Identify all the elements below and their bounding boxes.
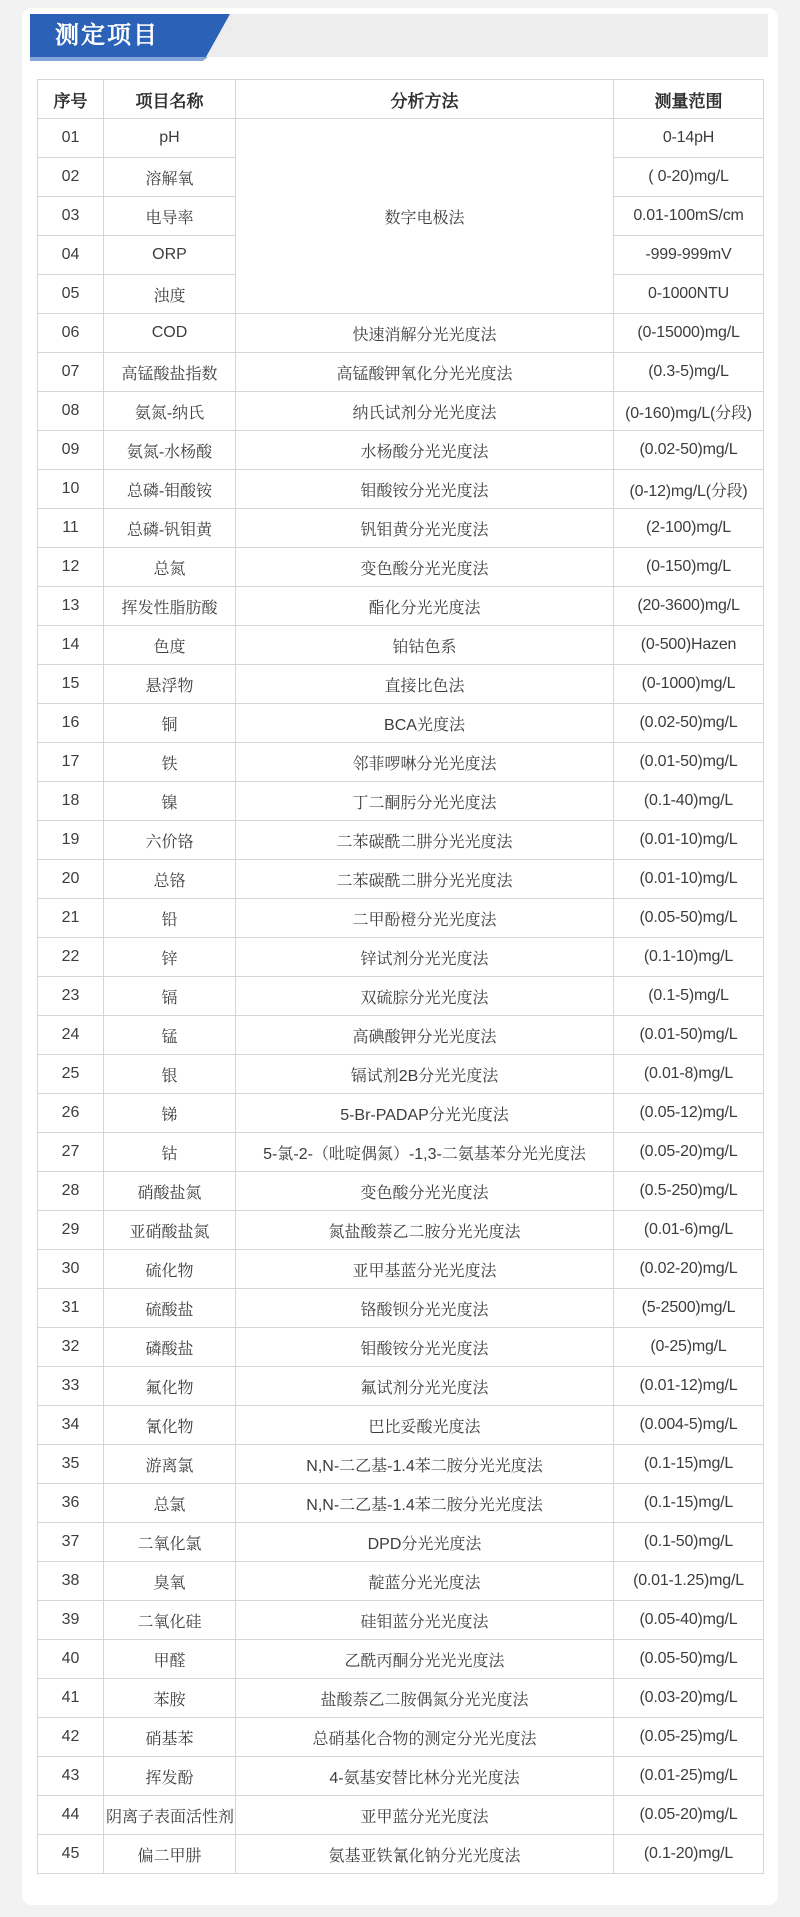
cell-name: 氨氮-纳氏 [104,392,236,431]
cell-name: 铁 [104,743,236,782]
cell-range: (0-12)mg/L(分段) [614,470,764,509]
cell-range: (5-2500)mg/L [614,1289,764,1328]
cell-name: 亚硝酸盐氮 [104,1211,236,1250]
cell-name: 磷酸盐 [104,1328,236,1367]
cell-method: N,N-二乙基-1.4苯二胺分光光度法 [236,1445,614,1484]
cell-method: 铬酸钡分光光度法 [236,1289,614,1328]
cell-name: 挥发酚 [104,1757,236,1796]
cell-range: (0.01-50)mg/L [614,743,764,782]
cell-range: (0.05-20)mg/L [614,1133,764,1172]
cell-range: (0.05-50)mg/L [614,1640,764,1679]
cell-no: 28 [38,1172,104,1211]
cell-name: 铅 [104,899,236,938]
cell-name: 硝基苯 [104,1718,236,1757]
table-row [38,431,764,470]
cell-range: (0-500)Hazen [614,626,764,665]
cell-method: 总硝基化合物的测定分光光度法 [236,1718,614,1757]
table-row [38,509,764,548]
table-row [38,470,764,509]
cell-range: (0.1-5)mg/L [614,977,764,1016]
table-row [38,1445,764,1484]
cell-method: 乙酰丙酮分光光光度法 [236,1640,614,1679]
cell-range: (0.01-8)mg/L [614,1055,764,1094]
cell-name: 阴离子表面活性剂 [104,1796,236,1835]
cell-range: (20-3600)mg/L [614,587,764,626]
column-header-name: 项目名称 [104,80,236,119]
cell-range: (0.1-40)mg/L [614,782,764,821]
table-row [38,1601,764,1640]
cell-no: 33 [38,1367,104,1406]
cell-no: 10 [38,470,104,509]
cell-method: 氨基亚铁氰化钠分光光度法 [236,1835,614,1874]
table-row [38,314,764,353]
cell-no: 34 [38,1406,104,1445]
cell-method: BCA光度法 [236,704,614,743]
cell-no: 03 [38,197,104,236]
cell-no: 14 [38,626,104,665]
cell-range: (0.05-50)mg/L [614,899,764,938]
column-header-method: 分析方法 [236,80,614,119]
cell-name: 氟化物 [104,1367,236,1406]
cell-range: (0.01-1.25)mg/L [614,1562,764,1601]
cell-range: (0.3-5)mg/L [614,353,764,392]
measurement-table [37,79,764,1874]
cell-range: (0-160)mg/L(分段) [614,392,764,431]
cell-method: 5-Br-PADAP分光光度法 [236,1094,614,1133]
table-row [38,938,764,977]
cell-no: 07 [38,353,104,392]
cell-name: 总磷-钼酸铵 [104,470,236,509]
cell-no: 18 [38,782,104,821]
cell-range: (0.01-50)mg/L [614,1016,764,1055]
cell-name: 总磷-钒钼黄 [104,509,236,548]
cell-method: 靛蓝分光光度法 [236,1562,614,1601]
cell-name: 六价铬 [104,821,236,860]
cell-no: 16 [38,704,104,743]
cell-no: 19 [38,821,104,860]
cell-name: 镉 [104,977,236,1016]
cell-method: 双硫腙分光光度法 [236,977,614,1016]
cell-name: 锑 [104,1094,236,1133]
cell-name: 硫酸盐 [104,1289,236,1328]
cell-method: 快速消解分光光度法 [236,314,614,353]
cell-no: 27 [38,1133,104,1172]
cell-name: 总氯 [104,1484,236,1523]
cell-method: 邻菲啰啉分光光度法 [236,743,614,782]
banner-underline [30,57,208,61]
table-row [38,821,764,860]
table-row [38,1679,764,1718]
table-row [38,1367,764,1406]
cell-no: 09 [38,431,104,470]
cell-name: 氨氮-水杨酸 [104,431,236,470]
cell-range: (0.05-12)mg/L [614,1094,764,1133]
cell-name: 镍 [104,782,236,821]
cell-name: pH [104,119,236,158]
cell-no: 37 [38,1523,104,1562]
table-row [38,1172,764,1211]
cell-method: 高碘酸钾分光光度法 [236,1016,614,1055]
cell-no: 30 [38,1250,104,1289]
column-header-no: 序号 [38,80,104,119]
cell-range: ( 0-20)mg/L [614,158,764,197]
cell-method: 硅钼蓝分光光度法 [236,1601,614,1640]
cell-method: N,N-二乙基-1.4苯二胺分光光度法 [236,1484,614,1523]
cell-range: (2-100)mg/L [614,509,764,548]
cell-range: (0.01-12)mg/L [614,1367,764,1406]
cell-no: 02 [38,158,104,197]
cell-range: (0.01-10)mg/L [614,821,764,860]
cell-method: 纳氏试剂分光光度法 [236,392,614,431]
cell-name: 游离氯 [104,1445,236,1484]
cell-name: 挥发性脂肪酸 [104,587,236,626]
cell-range: (0.03-20)mg/L [614,1679,764,1718]
table-row [38,392,764,431]
cell-method: 氟试剂分光光度法 [236,1367,614,1406]
cell-range: (0.01-10)mg/L [614,860,764,899]
cell-no: 24 [38,1016,104,1055]
cell-method: 酯化分光光度法 [236,587,614,626]
cell-method: 二甲酚橙分光光度法 [236,899,614,938]
cell-no: 40 [38,1640,104,1679]
table-row [38,1406,764,1445]
table-row [38,1055,764,1094]
cell-no: 36 [38,1484,104,1523]
cell-range: 0-1000NTU [614,275,764,314]
cell-range: (0.5-250)mg/L [614,1172,764,1211]
cell-method: DPD分光光度法 [236,1523,614,1562]
table-row [38,353,764,392]
cell-range: (0.05-20)mg/L [614,1796,764,1835]
cell-range: (0.1-10)mg/L [614,938,764,977]
table-row [38,1562,764,1601]
cell-range: -999-999mV [614,236,764,275]
cell-no: 26 [38,1094,104,1133]
cell-range: (0.1-15)mg/L [614,1484,764,1523]
table-row [38,548,764,587]
cell-no: 22 [38,938,104,977]
cell-name: 悬浮物 [104,665,236,704]
table-row [38,665,764,704]
cell-no: 11 [38,509,104,548]
column-header-range: 测量范围 [614,80,764,119]
measurement-table-body [38,119,764,1874]
cell-method: 巴比妥酸光度法 [236,1406,614,1445]
table-row [38,1757,764,1796]
cell-name: 硫化物 [104,1250,236,1289]
cell-method: 钼酸铵分光光度法 [236,1328,614,1367]
cell-no: 43 [38,1757,104,1796]
table-row [38,860,764,899]
cell-no: 32 [38,1328,104,1367]
cell-name: 浊度 [104,275,236,314]
cell-range: (0.1-20)mg/L [614,1835,764,1874]
cell-name: 苯胺 [104,1679,236,1718]
cell-range: (0.1-50)mg/L [614,1523,764,1562]
cell-no: 31 [38,1289,104,1328]
cell-no: 04 [38,236,104,275]
cell-range: (0.01-25)mg/L [614,1757,764,1796]
table-row [38,1094,764,1133]
cell-method: 二苯碳酰二肼分光光度法 [236,821,614,860]
cell-no: 39 [38,1601,104,1640]
cell-method: 氮盐酸萘乙二胺分光光度法 [236,1211,614,1250]
cell-method: 铂钴色系 [236,626,614,665]
cell-name: 二氧化氯 [104,1523,236,1562]
cell-no: 21 [38,899,104,938]
table-row [38,782,764,821]
cell-no: 23 [38,977,104,1016]
cell-method: 水杨酸分光光度法 [236,431,614,470]
cell-method: 钼酸铵分光光度法 [236,470,614,509]
cell-no: 29 [38,1211,104,1250]
cell-method: 钒钼黄分光光度法 [236,509,614,548]
cell-range: (0.02-20)mg/L [614,1250,764,1289]
cell-no: 20 [38,860,104,899]
cell-name: 硝酸盐氮 [104,1172,236,1211]
cell-name: 氰化物 [104,1406,236,1445]
table-row [38,1250,764,1289]
cell-no: 15 [38,665,104,704]
cell-range: (0-150)mg/L [614,548,764,587]
cell-range: (0-15000)mg/L [614,314,764,353]
section-title: 测定项目 [55,22,159,49]
cell-method: 亚甲基蓝分光光度法 [236,1250,614,1289]
cell-name: 锌 [104,938,236,977]
table-row [38,1640,764,1679]
cell-range: (0-25)mg/L [614,1328,764,1367]
cell-name: 电导率 [104,197,236,236]
cell-range: (0.1-15)mg/L [614,1445,764,1484]
table-row [38,1289,764,1328]
cell-method: 数字电极法 [236,119,614,314]
cell-name: 总氮 [104,548,236,587]
cell-method: 丁二酮肟分光光度法 [236,782,614,821]
cell-no: 17 [38,743,104,782]
table-row [38,1835,764,1874]
cell-range: (0.01-6)mg/L [614,1211,764,1250]
table-row [38,1796,764,1835]
cell-name: ORP [104,236,236,275]
cell-name: 偏二甲肼 [104,1835,236,1874]
cell-name: 溶解氧 [104,158,236,197]
cell-no: 35 [38,1445,104,1484]
cell-method: 4-氨基安替比林分光光度法 [236,1757,614,1796]
table-row [38,1328,764,1367]
cell-no: 41 [38,1679,104,1718]
table-row [38,899,764,938]
table-row [38,626,764,665]
cell-method: 盐酸萘乙二胺偶氮分光光度法 [236,1679,614,1718]
table-row [38,1211,764,1250]
cell-range: 0-14pH [614,119,764,158]
cell-range: (0.02-50)mg/L [614,704,764,743]
cell-name: 铜 [104,704,236,743]
cell-range: (0.05-40)mg/L [614,1601,764,1640]
cell-method: 二苯碳酰二肼分光光度法 [236,860,614,899]
cell-name: COD [104,314,236,353]
cell-no: 45 [38,1835,104,1874]
table-row [38,1133,764,1172]
cell-method: 高锰酸钾氧化分光光度法 [236,353,614,392]
cell-range: (0.02-50)mg/L [614,431,764,470]
table-row [38,704,764,743]
cell-method: 直接比色法 [236,665,614,704]
cell-range: 0.01-100mS/cm [614,197,764,236]
table-row [38,1484,764,1523]
cell-name: 总铬 [104,860,236,899]
cell-name: 锰 [104,1016,236,1055]
cell-no: 05 [38,275,104,314]
cell-no: 25 [38,1055,104,1094]
cell-no: 12 [38,548,104,587]
cell-method: 变色酸分光光度法 [236,1172,614,1211]
cell-no: 42 [38,1718,104,1757]
cell-no: 13 [38,587,104,626]
cell-method: 镉试剂2B分光光度法 [236,1055,614,1094]
cell-range: (0.004-5)mg/L [614,1406,764,1445]
table-row [38,1718,764,1757]
cell-name: 色度 [104,626,236,665]
table-header-row [38,80,764,119]
cell-method: 锌试剂分光光度法 [236,938,614,977]
table-row [38,1523,764,1562]
cell-method: 变色酸分光光度法 [236,548,614,587]
table-row [38,743,764,782]
cell-no: 38 [38,1562,104,1601]
table-row [38,977,764,1016]
cell-name: 银 [104,1055,236,1094]
cell-name: 甲醛 [104,1640,236,1679]
cell-range: (0.05-25)mg/L [614,1718,764,1757]
cell-no: 01 [38,119,104,158]
cell-method: 5-氯-2-（吡啶偶氮）-1,3-二氨基苯分光光度法 [236,1133,614,1172]
cell-no: 44 [38,1796,104,1835]
table-row [38,119,764,158]
content-card [22,8,778,1905]
cell-name: 高锰酸盐指数 [104,353,236,392]
table-row [38,587,764,626]
cell-name: 臭氧 [104,1562,236,1601]
cell-name: 二氧化硅 [104,1601,236,1640]
cell-range: (0-1000)mg/L [614,665,764,704]
cell-no: 06 [38,314,104,353]
cell-method: 亚甲蓝分光光度法 [236,1796,614,1835]
cell-no: 08 [38,392,104,431]
table-row [38,1016,764,1055]
cell-name: 钴 [104,1133,236,1172]
